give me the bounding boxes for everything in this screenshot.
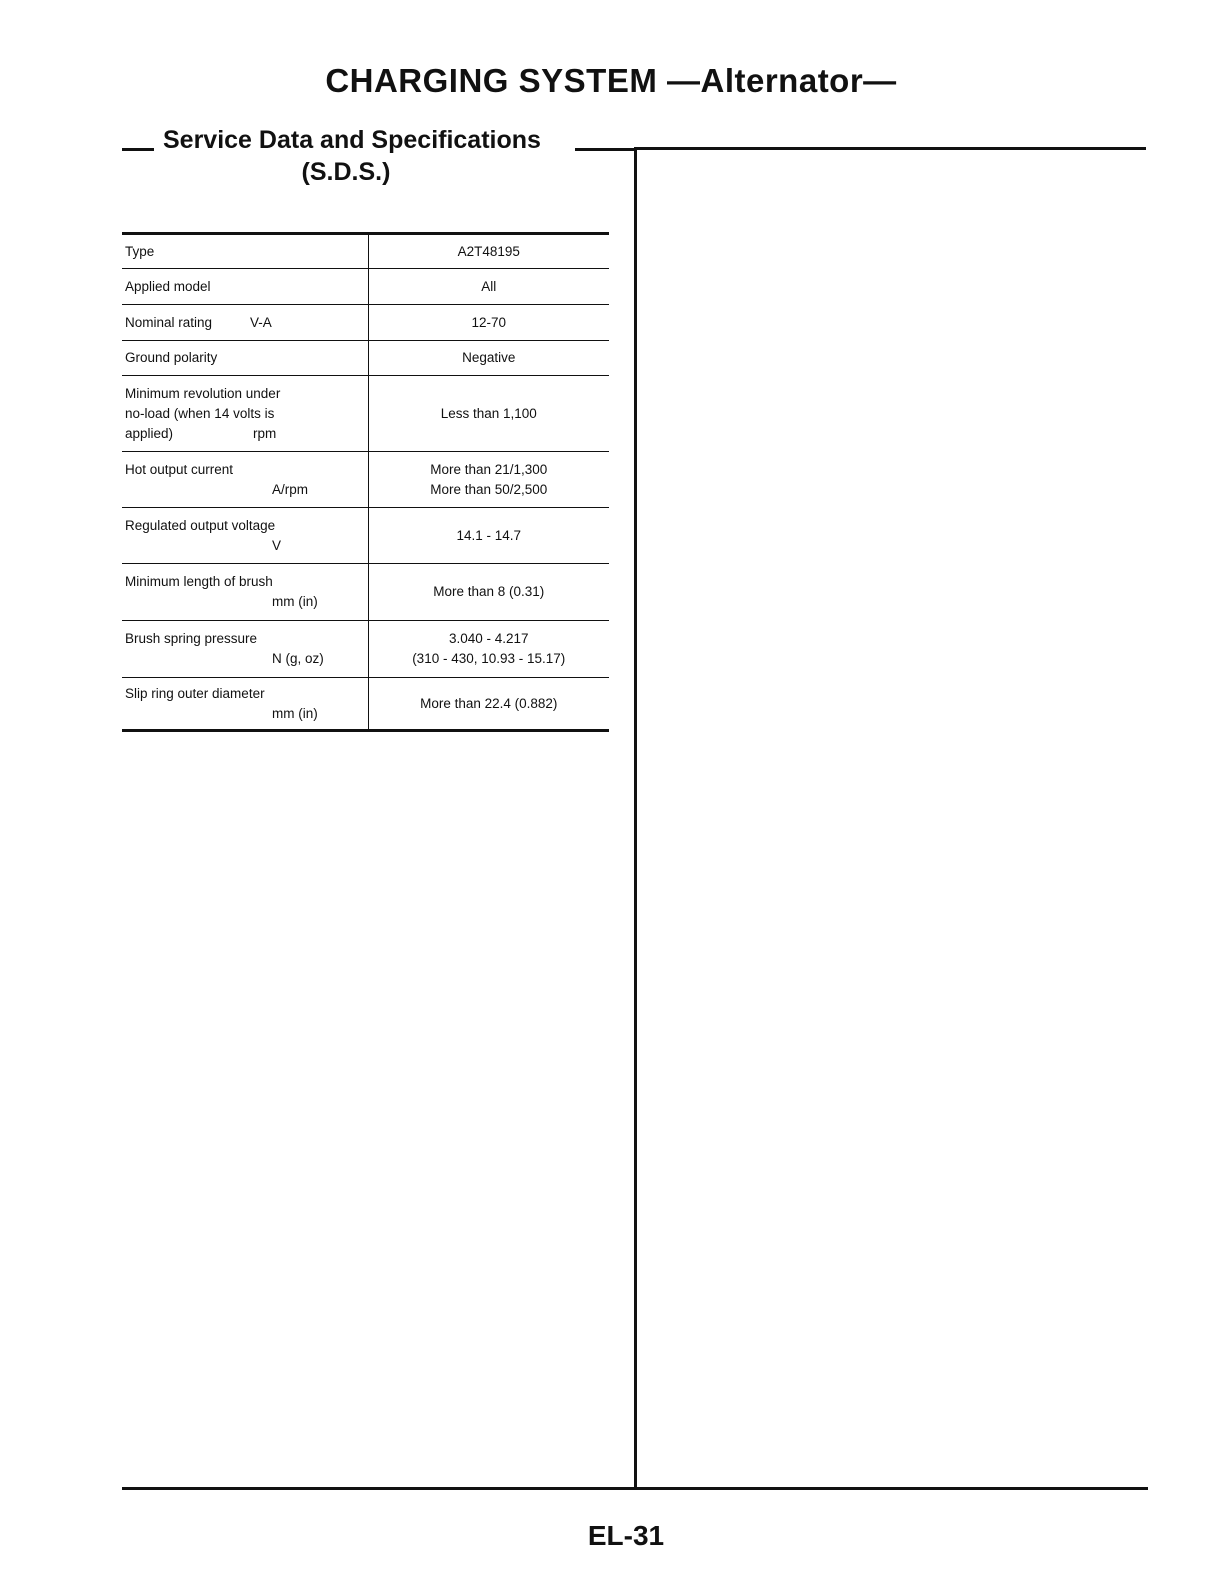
spec-label-text: Nominal rating bbox=[125, 314, 213, 330]
spec-label bbox=[122, 564, 368, 621]
bottom-rule bbox=[122, 1487, 1148, 1490]
spec-value: Negative bbox=[462, 350, 516, 365]
section-heading-rule bbox=[575, 148, 634, 151]
page-title: CHARGING SYSTEM —Alternator— bbox=[325, 62, 897, 99]
spec-unit: V bbox=[272, 537, 282, 553]
spec-value: More than 8 (0.31) bbox=[433, 584, 545, 599]
spec-label bbox=[122, 678, 368, 731]
spec-label bbox=[122, 341, 368, 376]
spec-value-line: More than 50/2,500 bbox=[430, 481, 548, 497]
spec-label-text: Applied model bbox=[125, 278, 211, 294]
spec-label-text: Ground polarity bbox=[125, 350, 218, 365]
spec-label-text: Hot output current bbox=[125, 461, 234, 477]
sds-table bbox=[122, 232, 609, 732]
table-row bbox=[122, 508, 609, 564]
spec-value bbox=[368, 621, 609, 678]
spec-value: Less than 1,100 bbox=[440, 405, 537, 421]
spec-label-text: Minimum revolution under bbox=[125, 385, 281, 401]
section-title: Service Data and Specifications bbox=[163, 126, 541, 154]
column-divider bbox=[634, 148, 637, 1490]
spec-label-text: Brush spring pressure bbox=[125, 631, 258, 646]
spec-value-line: More than 21/1,300 bbox=[430, 461, 548, 477]
table-row bbox=[122, 269, 609, 305]
table-row bbox=[122, 305, 609, 341]
table-row bbox=[122, 234, 609, 269]
section-abbreviation: (S.D.S.) bbox=[301, 158, 391, 186]
spec-unit: V-A bbox=[250, 314, 272, 330]
table-row bbox=[122, 678, 609, 731]
spec-value: 12-70 bbox=[471, 314, 507, 330]
spec-label-text: Minimum length of brush bbox=[125, 574, 273, 589]
table-row bbox=[122, 452, 609, 508]
spec-label-text: Regulated output voltage bbox=[125, 517, 276, 533]
spec-label bbox=[122, 269, 368, 305]
spec-unit: mm (in) bbox=[272, 594, 318, 609]
spec-label bbox=[122, 376, 368, 452]
spec-value-line: (310 - 430, 10.93 - 15.17) bbox=[412, 651, 566, 666]
spec-unit: rpm bbox=[253, 425, 277, 441]
spec-label bbox=[122, 508, 368, 564]
spec-value: More than 22.4 (0.882) bbox=[420, 695, 558, 711]
table-row bbox=[122, 621, 609, 678]
table-row bbox=[122, 564, 609, 621]
spec-label bbox=[122, 234, 368, 269]
spec-value: A2T48195 bbox=[457, 243, 520, 259]
spec-label-text: no-load (when 14 volts is bbox=[125, 405, 275, 421]
table-row bbox=[122, 376, 609, 452]
page-number: EL-31 bbox=[587, 1520, 665, 1551]
spec-value: 14.1 - 14.7 bbox=[456, 527, 522, 543]
spec-label bbox=[122, 305, 368, 341]
spec-unit: N (g, oz) bbox=[272, 651, 324, 666]
spec-label-text: applied) bbox=[125, 425, 174, 441]
table-row bbox=[122, 341, 609, 376]
spec-value-line: 3.040 - 4.217 bbox=[448, 631, 529, 646]
spec-label bbox=[122, 621, 368, 678]
spec-value: All bbox=[481, 278, 497, 294]
top-rule-right-column bbox=[634, 147, 1146, 150]
spec-unit: mm (in) bbox=[272, 705, 318, 721]
spec-label-text: Type bbox=[125, 243, 155, 259]
section-heading-dash bbox=[122, 148, 154, 151]
spec-label bbox=[122, 452, 368, 508]
spec-unit: A/rpm bbox=[272, 481, 309, 497]
spec-value bbox=[368, 452, 609, 508]
spec-label-text: Slip ring outer diameter bbox=[125, 685, 265, 701]
